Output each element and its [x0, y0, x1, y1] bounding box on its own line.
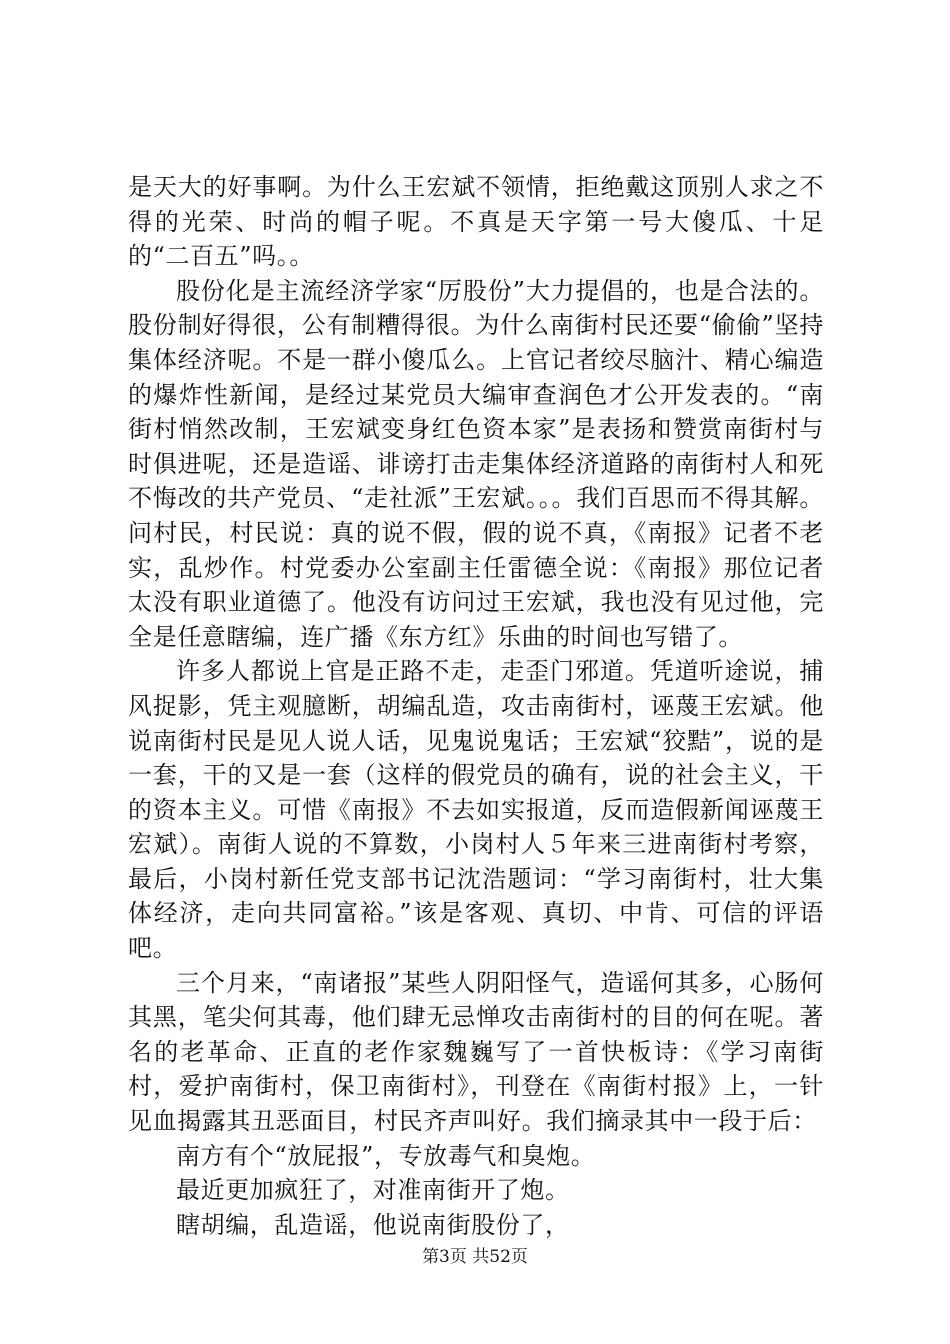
page-number-label: 第3页 共52页 [422, 1247, 528, 1267]
paragraph: 股份化是主流经济学家“厉股份”大力提倡的，也是合法的。股份制好得很，公有制糟得很。为什么南街村民还要“偷偷”坚持集体经济呢。不是一群小傻瓜么。上官记者绞尽脑汁、精心编造的爆炸性新闻，是经过某党员大编审查润色才公开发表的。“南街村悄然改制，王宏斌变身红色资本家”是表扬和赞赏南街村与时俱进呢，还是造谣、诽谤打击走集体经济道路的南街村人和死不悔改的共产党员、“走社派”王宏斌。。。我们百思而不得其解。问村民，村民说：真的说不假，假的说不真，《南报》记者不老实，乱炒作。村党委办公室副主任雷德全说：《南报》那位记者太没有职业道德了。他没有访问过王宏斌，我也没有见过他，完全是任意瞎编，连广播《东方红》乐曲的时间也写错了。 [128, 276, 824, 651]
verse-line: 最近更加疯狂了，对准南街开了炮。 [176, 1176, 570, 1205]
document-body [128, 170, 824, 1242]
page-footer [0, 1242, 950, 1267]
paragraph: 三个月来，“南诸报”某些人阴阳怪气，造谣何其多，心肠何其黑，笔尖何其毒，他们肆无忌惮攻击南街村的目的何在呢。著名的老革命、正直的老作家魏巍写了一首快板诗：《学习南街村，爱护南街村，保卫南街村》，刊登在《南街村报》上，一针见血揭露其丑恶面目，村民齐声叫好。我们摘录其中一段于后： [128, 968, 824, 1136]
paragraph-continued: 是天大的好事啊。为什么王宏斌不领情，拒绝戴这顶别人求之不得的光荣、时尚的帽子呢。不真是天字第一号大傻瓜、十足的“二百五”吗。。 [128, 173, 824, 271]
paragraph: 许多人都说上官是正路不走，走歪门邪道。凭道听途说，捕风捉影，凭主观臆断，胡编乱造，攻击南街村，诬蔑王宏斌。他说南街村民是见人说人话，见鬼说鬼话；王宏斌“狡黠”，说的是一套，干的又是一套（这样的假党员的确有，说的社会主义，干的资本主义。可惜《南报》不去如实报道，反而造假新闻诬蔑王宏斌）。南街人说的不算数，小岗村人５年来三进南街村考察，最后，小岗村新任党支部书记沈浩题词：“学习南街村，壮大集体经济，走向共同富裕。”该是客观、真切、中肯、可信的评语吧。 [128, 657, 824, 963]
verse-line: 南方有个“放屁报”，专放毒气和臭炮。 [176, 1141, 596, 1170]
verse-line: 瞎胡编，乱造谣，他说南街股份了， [176, 1210, 570, 1239]
